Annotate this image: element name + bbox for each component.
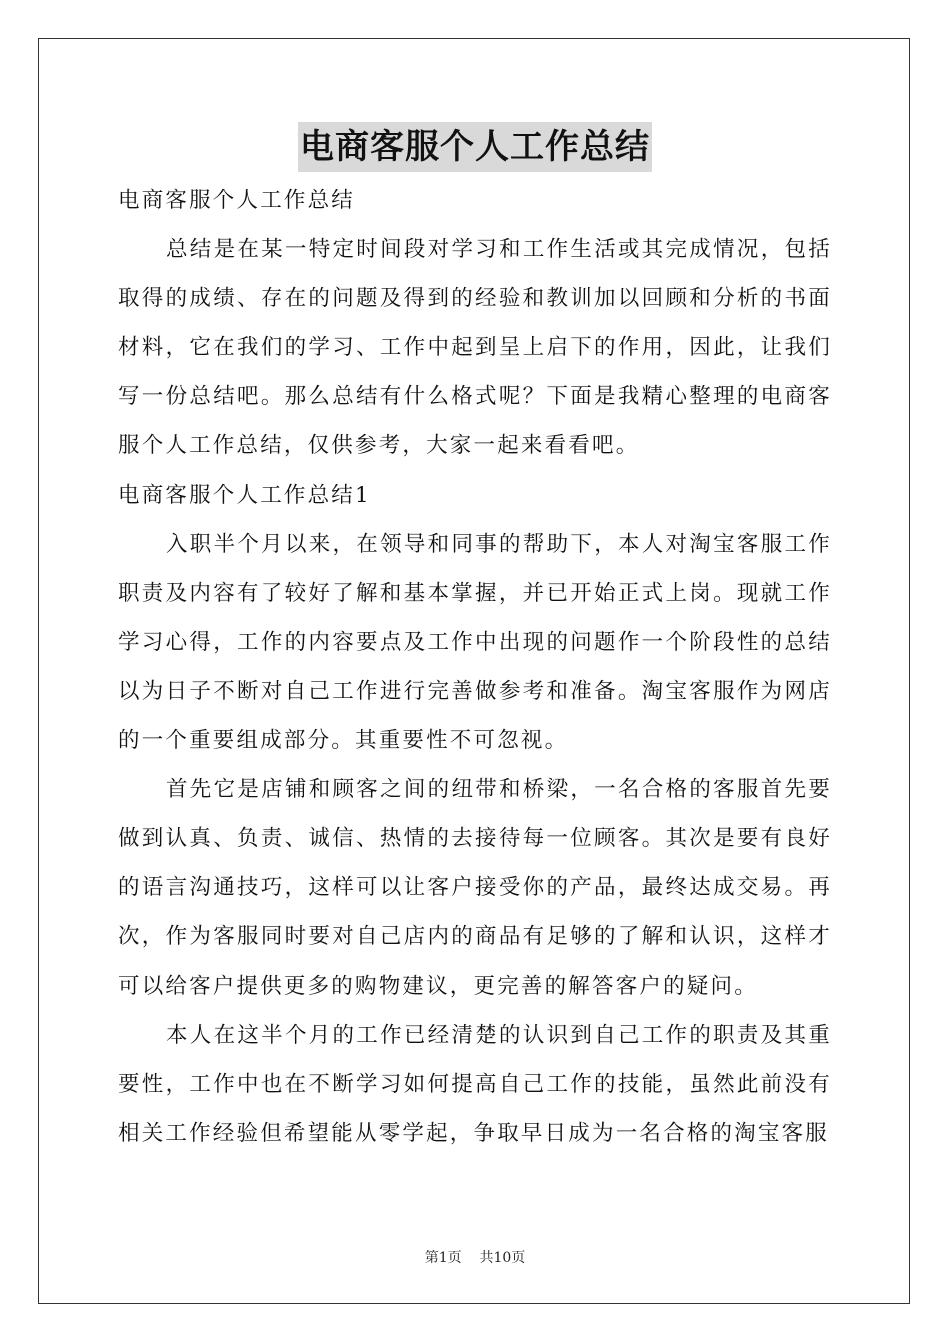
section-paragraph-2: 首先它是店铺和顾客之间的纽带和桥梁，一名合格的客服首先要做到认真、负责、诚信、热情的去接待每一位顾客。其次是要有良好的语言沟通技巧，这样可以让客户接受你的产品，最终达成交易。再次，作为客服同时要对自己店内的商品有足够的了解和认识，这样才可以给客户提供更多的购物建议，更完善的解答客户的疑问。: [118, 777, 832, 999]
page-number: 第1页: [424, 1250, 462, 1266]
section-heading: 电商客服个人工作总结1: [118, 482, 371, 508]
title-container: [0, 122, 950, 172]
page-footer: [0, 1247, 950, 1267]
section-paragraph-1: 入职半个月以来，在领导和同事的帮助下，本人对淘宝客服工作职责及内容有了较好了解和基本掌握，并已开始正式上岗。现就工作学习心得，工作的内容要点及工作中出现的问题作一个阶段性的总结以为日子不断对自己工作进行完善做参考和准备。淘宝客服作为网店的一个重要组成部分。其重要性不可忽视。: [118, 531, 832, 754]
section-paragraph-3: 本人在这半个月的工作已经清楚的认识到自己工作的职责及其重要性，工作中也在不断学习如何提高自己工作的技能，虽然此前没有相关工作经验但希望能从零学起，争取早日成为一名合格的淘宝客服: [118, 1022, 832, 1146]
intro-paragraph: 总结是在某一特定时间段对学习和工作生活或其完成情况，包括取得的成绩、存在的问题及得到的经验和教训加以回顾和分析的书面材料，它在我们的学习、工作中起到呈上启下的作用，因此，让我们写一份总结吧。那么总结有什么格式呢？下面是我精心整理的电商客服个人工作总结，仅供参考，大家一起来看看吧。: [118, 237, 832, 459]
document-subtitle: 电商客服个人工作总结: [118, 188, 356, 213]
document-body: [118, 176, 832, 1158]
page-total: 共10页: [479, 1250, 526, 1266]
document-title: 电商客服个人工作总结: [298, 122, 652, 172]
